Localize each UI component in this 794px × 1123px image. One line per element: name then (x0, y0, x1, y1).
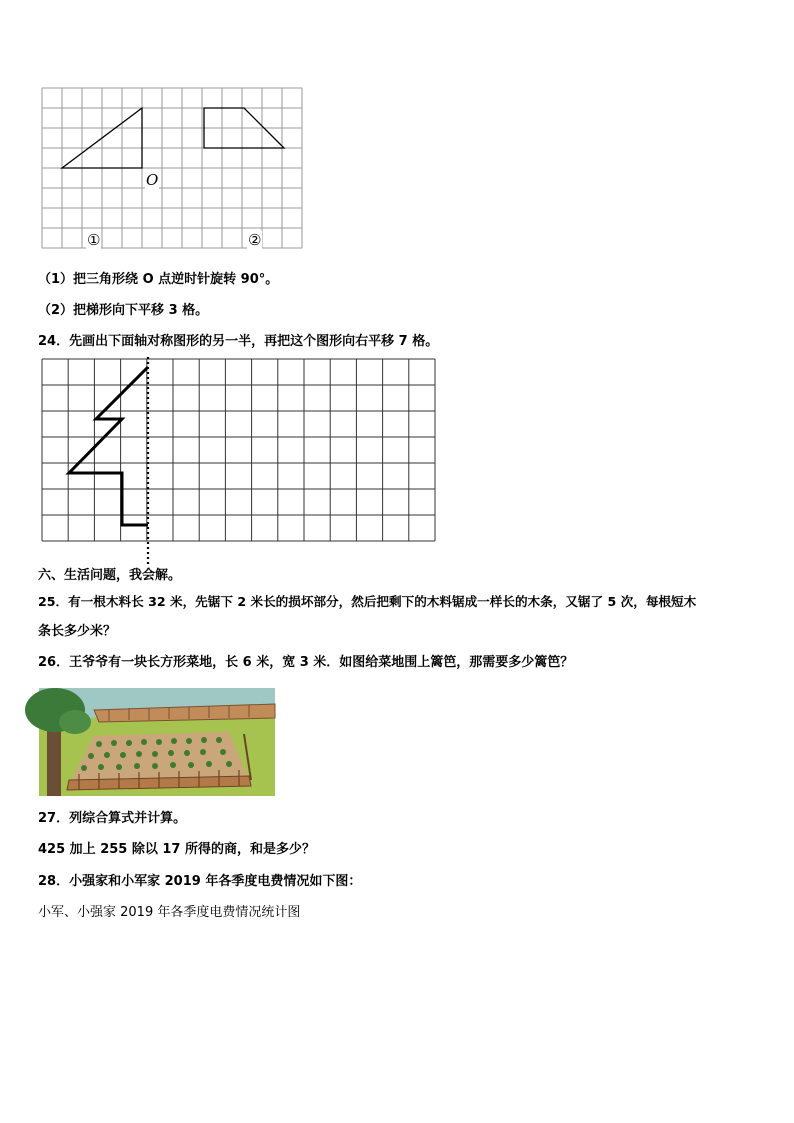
q25-line-2: 条长多少米？ (38, 624, 117, 639)
q23-instruction-2: （2）把梯形向下平移 3 格。 (38, 303, 209, 318)
symmetry-grid (40, 357, 440, 567)
q28-text: 28．小强家和小军家 2019 年各季度电费情况如下图： (38, 874, 362, 889)
rotation-translation-grid (40, 86, 306, 252)
figure-2-label: ② (248, 231, 262, 249)
q23-instruction-1: （1）把三角形绕 O 点逆时针旋转 90°。 (38, 272, 279, 287)
point-o-label: O (146, 171, 159, 189)
q26-text: 26．王爷爷有一块长方形菜地，长 6 米，宽 3 米．如图给菜地围上篱笆，那需要多少篱笆？ (38, 655, 574, 670)
half-figure (69, 367, 148, 525)
vegetable-garden-illustration (39, 688, 275, 796)
figure-1-label: ① (87, 231, 101, 249)
grid-lines (42, 359, 435, 541)
q28-chart-title: 小军、小强家 2019 年各季度电费情况统计图 (38, 905, 301, 920)
q24-text: 24．先画出下面轴对称图形的另一半，再把这个图形向右平移 7 格。 (38, 334, 439, 349)
q27-text: 27．列综合算式并计算。 (38, 811, 187, 826)
section-6-title: 六、生活问题，我会解。 (38, 568, 182, 583)
q27-problem: 425 加上 255 除以 17 所得的商，和是多少？ (38, 842, 315, 857)
q25-line-1: 25．有一根木料长 32 米，先锯下 2 米长的损坏部分，然后把剩下的木料锯成一样长的木条，又锯了 5 次，每根短木 (38, 594, 697, 609)
